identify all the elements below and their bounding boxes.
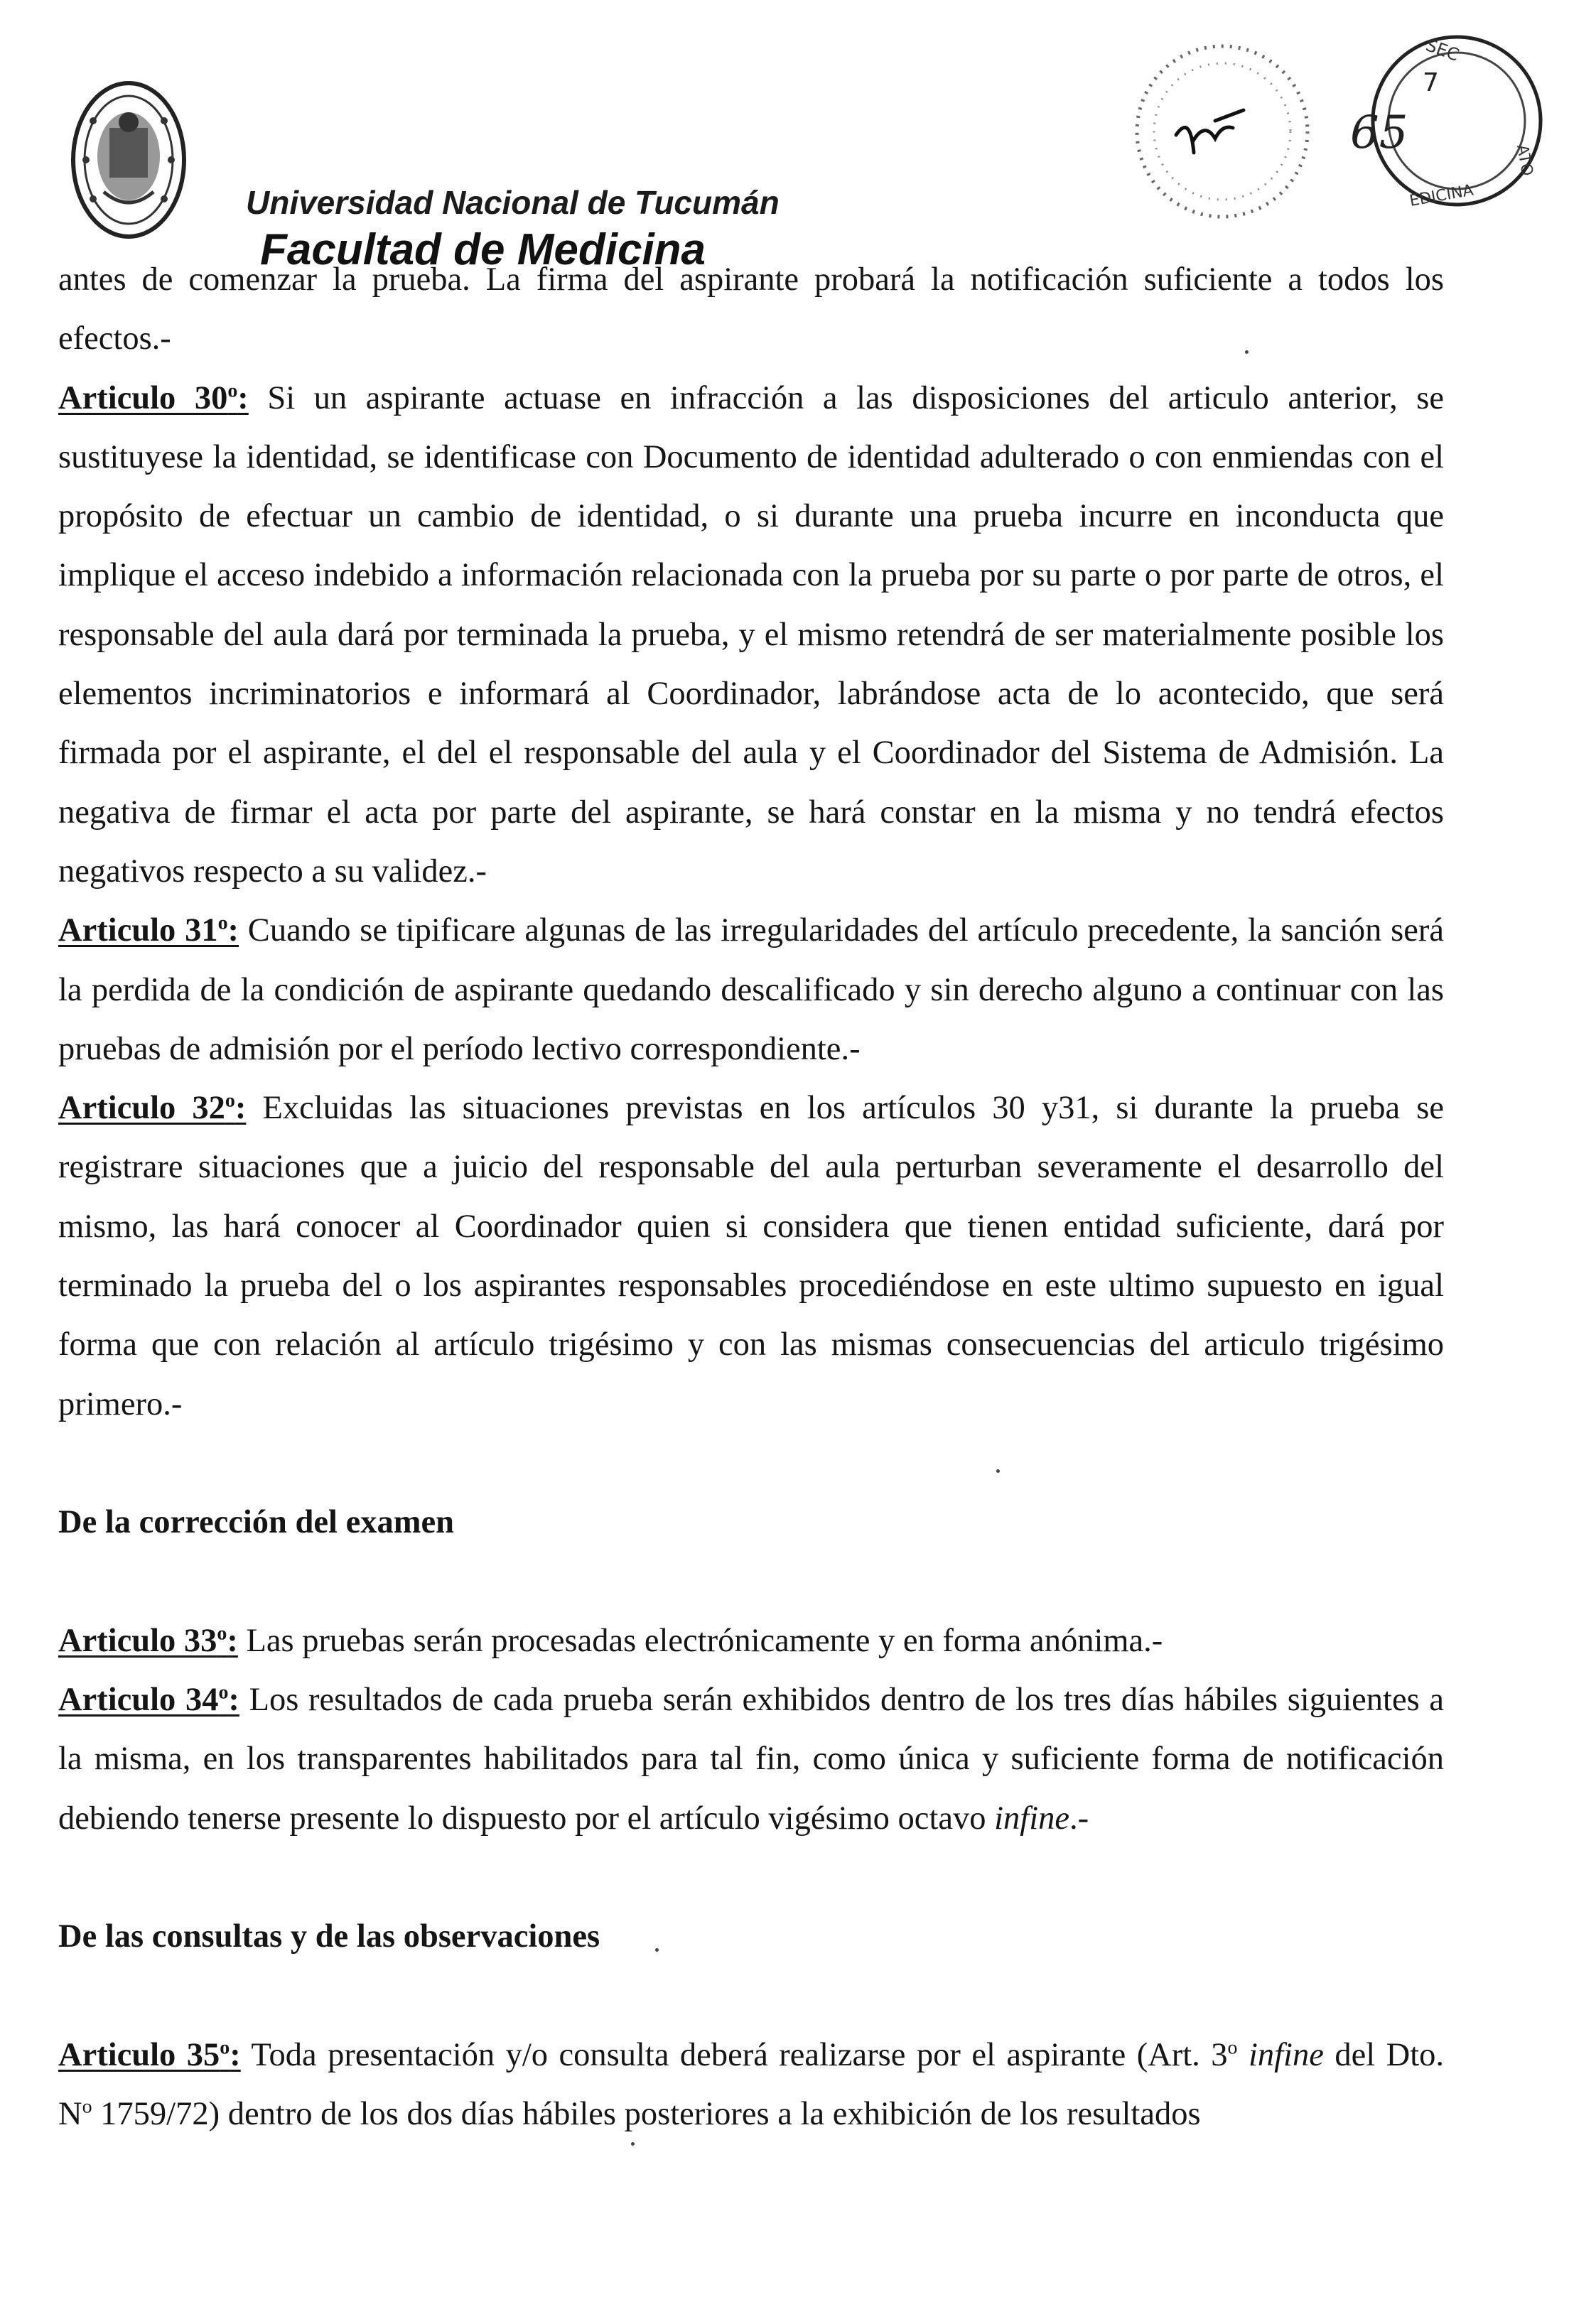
article-30: Articulo 30$^o$: Si un aspirante actuase en infracción a las disposiciones del articulo anterior, se sustituyese la identidad, se identificase con Documento de identidad adulterado o con enmiendas con el propósito de efectuar un cambio de identidad, o si durante una prueba incurre en inconducta que implique el acceso indebido a información relacionada con la prueba por su parte o por parte de otros, el responsable del aula dará por terminada la prueba, y el mismo retendrá de ser materialmente posible los elementos incriminatorios e informará al Coordinador, labrándose acta de lo acontecido, que será firmada por el aspirante, el del el responsable del aula y el Coordinador del Sistema de Admisión. La negativa de firmar el acta por parte del aspirante, se hará constar en la misma y no tendrá efectos negativos respecto a su validez.- [58, 379, 1444, 890]
university-name: Universidad Nacional de Tucumán [246, 184, 780, 221]
article-31-label: Articulo 31$^o$: [58, 912, 239, 949]
handwritten-folio: 65 [1350, 107, 1408, 159]
official-stamps [1109, 14, 1549, 249]
article-35-label: Articulo 35$^o$: [58, 2036, 241, 2073]
article-34: Articulo 34$^o$: Los resultados de cada prueba serán exhibidos dentro de los tres días hábiles siguientes a la misma, en los transparentes habilitados para tal fin, como única y suficiente forma de notificación debiendo tenerse presente lo dispuesto por el artículo vigésimo octavo infine.- [58, 1681, 1444, 1837]
stamp-text-side: ATO [1513, 143, 1536, 178]
article-31: Articulo 31$^o$: Cuando se tipificare algunas de las irregularidades del artículo precedente, la sanción será la perdida de la condición de aspirante quedando descalificado y sin derecho alguno a continuar con las pruebas de admisión por el período lectivo correspondiente.- [58, 912, 1444, 1067]
article-34-label: Articulo 34$^o$: [58, 1681, 239, 1719]
article-33: Articulo 33$^o$: Las pruebas serán procesadas electrónicamente y en forma anónima.- [58, 1622, 1163, 1659]
section-title-correccion: De la corrección del examen [58, 1504, 454, 1541]
paragraph-continuation: antes de comenzar la prueba. La firma del aspirante probará la notificación suficiente a todos los efectos.- [58, 261, 1444, 357]
article-35: Articulo 35$^o$: Toda presentación y/o consulta deberá realizarse por el aspirante (Art. 3$^o$ infine del Dto. $N^o$ 1759/72) dentro de los dos días hábiles posteriores a la exhibición de los resultados [58, 2036, 1445, 2133]
stamp-text-bottom: EDICINA [1408, 181, 1475, 210]
faculty-name: Facultad de Medicina [260, 225, 706, 274]
article-32: Articulo 32$^o$: Excluidas las situaciones previstas en los artículos 30 y31, si durante la prueba se registrare situaciones que a juicio del responsable del aula perturban severamente el desarrollo del mismo, las hará conocer al Coordinador quien si considera que tienen entidad suficiente, dará por terminado la prueba del o los aspirantes responsables procediéndose en este ultimo supuesto en igual forma que con relación al artículo trigésimo y con las mismas consecuencias del articulo trigésimo primero.- [58, 1089, 1444, 1422]
article-32-label: Articulo 32$^o$: [58, 1089, 247, 1127]
printed-folio: 7 [1423, 68, 1439, 97]
stamp-text-top: SEC [1423, 35, 1462, 65]
university-seal-icon [68, 78, 189, 242]
document-body [58, 250, 1444, 2144]
article-33-label: Articulo 33$^o$: [58, 1622, 238, 1659]
section-title-consultas: De las consultas y de las observaciones [58, 1918, 600, 1955]
article-30-label: Articulo 30$^o$: [58, 379, 249, 416]
